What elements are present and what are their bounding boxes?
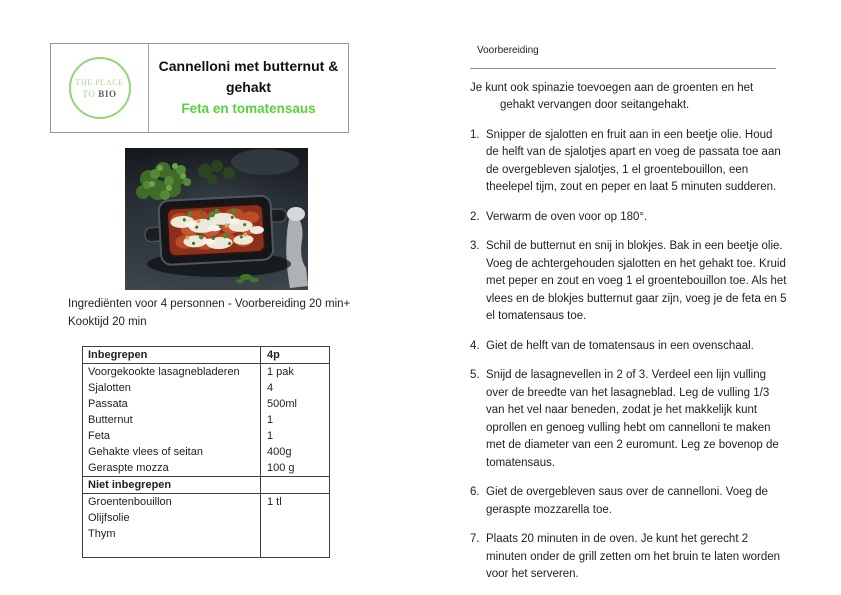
preparation-step-6 (470, 484, 788, 519)
brand-name-to: TO (82, 88, 99, 99)
step-text: Schil de butternut en snij in blokjes. Bak in een beetje olie. Voeg de achtergehouden sjalotten en het gehakt toe. Kruid met peper en zout en voeg 1 el groentebouillon toe. Als het vlees en de blokjes butternut gaar zijn, voeg je de feta en 5 el tomatensaus toe. (486, 240, 787, 322)
step-number: 2. (470, 210, 480, 223)
recipe-subtitle: Feta en tomatensaus (181, 101, 316, 116)
table-header-servings: 4p (267, 349, 280, 361)
ingredient-qty: 1 tl (267, 496, 282, 508)
preparation-step-7 (470, 531, 788, 584)
ingredients-intro-line1: Ingrediënten voor 4 personnen - Voorbereiding 20 min+ (68, 298, 351, 310)
table-section-not-included (83, 494, 329, 557)
ingredient-name: Passata (88, 398, 128, 410)
preparation-note: Je kunt ook spinazie toevoegen aan de groenten en het gehakt vervangen door seitangehakt. (470, 81, 754, 111)
preparation-heading: Voorbereiding (477, 45, 539, 56)
recipe-title-line1: Cannelloni met butternut & (158, 58, 339, 74)
step-text: Verwarm de oven voor op 180°. (486, 210, 648, 223)
ingredient-qty: 400g (267, 446, 292, 458)
ingredient-qty (267, 526, 329, 542)
step-number: 6. (470, 486, 480, 498)
heading-divider (470, 68, 776, 69)
ingredient-qty: 1 (267, 430, 274, 442)
recipe-header-card (50, 43, 349, 133)
step-text: Snipper de sjalotten en fruit aan in een beetje olie. Houd de helft van de sjalotjes apart en voeg de passata toe aan de overgebleven sjalotjes, 1 el groentebouillon, een theelepel tijm, zout en peper en laat 5 minuten sudderen. (486, 128, 781, 193)
step-text: Giet de helft van de tomatensaus in een ovenschaal. (486, 339, 754, 352)
step-text: Plaats 20 minuten in de oven. Je kunt het gerecht 2 minuten onder de grill zetten om het bruin te laten worden voor het serveren. (486, 533, 781, 580)
step-number: 1. (470, 128, 480, 141)
table-header-row-included (83, 347, 329, 364)
ingredient-name: Butternut (88, 414, 133, 426)
preparation-step-4 (470, 338, 788, 356)
preparation-step-3 (470, 238, 788, 326)
ingredient-name: Thym (88, 528, 116, 540)
ingredient-names-column (83, 494, 261, 557)
preparation-step-5 (470, 367, 788, 472)
ingredient-name: Voorgekookte lasagnebladeren (88, 366, 240, 378)
ingredients-intro-line2: Kooktijd 20 min (68, 315, 147, 328)
brand-logo (51, 44, 149, 132)
brand-name-line2 (82, 89, 116, 99)
step-number: 4. (470, 339, 480, 352)
preparation-column (470, 42, 788, 584)
table-header-included: Inbegrepen (83, 347, 261, 363)
ingredient-name: Feta (88, 430, 111, 442)
preparation-step-1 (470, 127, 788, 197)
ingredient-qty: 1 (267, 414, 274, 426)
ingredient-qty-column (261, 364, 329, 476)
ingredient-qty-column (261, 494, 329, 557)
recipe-photo (125, 148, 308, 290)
brand-name-line1: THE PLACE (75, 77, 124, 87)
ingredient-qty: 4 (267, 382, 274, 394)
recipe-title-line2: gehakt (225, 79, 272, 95)
ingredient-name: Geraspte mozza (88, 462, 169, 474)
step-number: 7. (470, 533, 480, 545)
step-number: 3. (470, 240, 480, 252)
ingredient-qty: 1 pak (267, 366, 294, 378)
ingredient-name: Sjalotten (88, 382, 131, 394)
ingredient-name: Gehakte vlees of seitan (88, 446, 203, 458)
table-header-not-included: Niet inbegrepen (83, 477, 261, 493)
preparation-step-2 (470, 209, 788, 227)
ingredient-qty: 500ml (267, 398, 297, 410)
table-section-included (83, 364, 329, 477)
ingredient-qty: 100 g (267, 462, 295, 474)
step-number: 5. (470, 369, 480, 381)
table-header-not-included-qty (261, 477, 329, 493)
recipe-title-block (149, 44, 348, 132)
ingredients-intro (68, 296, 368, 331)
brand-name-bio: BIO (98, 88, 117, 99)
ingredients-table (82, 346, 330, 558)
ingredient-name: Olijfsolie (88, 512, 130, 524)
ingredient-names-column (83, 364, 261, 476)
ingredient-qty (267, 510, 329, 526)
cannelloni-dish-illustration (125, 148, 308, 290)
table-header-row-not-included (83, 477, 329, 494)
step-text: Giet de overgebleven saus over de cannelloni. Voeg de geraspte mozzarella toe. (486, 486, 768, 516)
ingredient-name: Groentenbouillon (88, 496, 172, 508)
step-text: Snijd de lasagnevellen in 2 of 3. Verdeel een lijn vulling over de breedte van het lasagneblad. Leg de vulling 1/3 van het vel naar beneden, zodat je het makkelijk kunt oprollen en genoeg vulling hebt om cannelloni te maken met de diameter van een 2 euromunt. Leg ze bovenop de tomatensaus. (486, 369, 779, 469)
brand-logo-circle (69, 57, 131, 119)
